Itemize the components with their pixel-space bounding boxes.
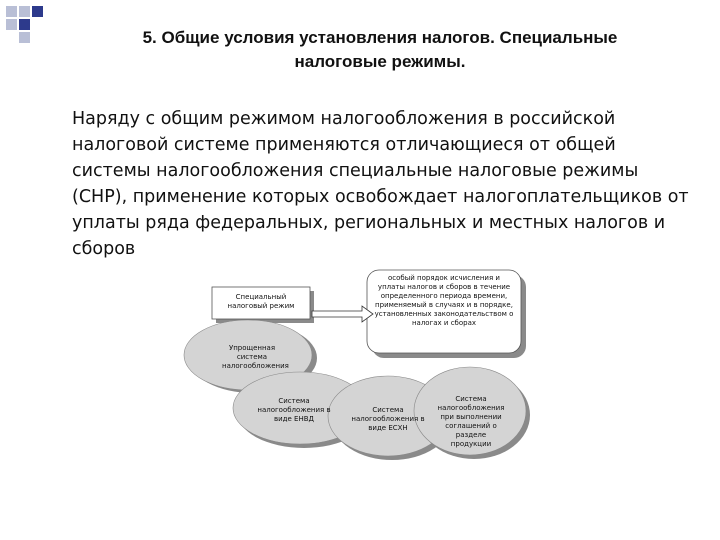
special-regime-label: Специальный налоговый режим bbox=[227, 293, 295, 310]
eskhn-label: Система налогообложения в виде ЕСХН bbox=[351, 406, 425, 432]
title-line-1: 5. Общие условия установления налогов. Специальные bbox=[142, 28, 618, 47]
arrow-icon bbox=[312, 306, 373, 322]
title-line-2: налоговые режимы. bbox=[294, 52, 466, 71]
psa-label: Система налогообложения при выполнении соглашений о разделе продукции bbox=[437, 395, 505, 448]
intro-paragraph: Наряду с общим режимом налогообложения в российской налоговой системе применяются отличающиеся от общей системы налогообложения специальные налоговые режимы (СНР), применение которых освобождает налогоплательщиков от уплаты ряда федеральных, региональных и местных налогов и сборов bbox=[72, 109, 689, 259]
simplified-label: Упрощенная система налогообложения bbox=[222, 344, 289, 370]
envd-label: Система налогообложения в виде ЕНВД bbox=[257, 397, 331, 423]
definition-label: особый порядок исчисления и уплаты налогов и сборов в течение определенного периода времени, применяемый в случаях и в порядке, установленных законодательством о налогах и сборах bbox=[374, 274, 514, 327]
